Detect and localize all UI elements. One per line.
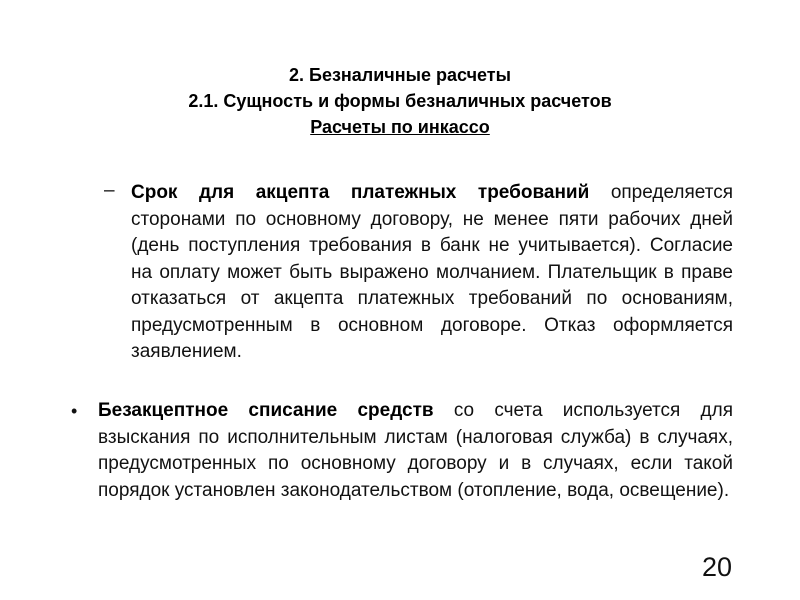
slide-header [0,62,800,140]
paragraph-text: со счета используется для взыскания по исполнительным листам (налоговая служба) в случаях, предусмотренных по основному договору и в случаях, если такой порядок установлен законодательством (отопление, вода, освещение). [98,400,733,501]
bold-term: Безакцептное списание средств [98,400,434,421]
page-number: 20 [701,552,732,582]
paragraph-acceptance-term [131,180,733,366]
paragraph-text: определяется сторонами по основному договору, не менее пяти рабочих дней (день поступления требования в банк не учитывается). Согласие на оплату может быть выражено молчанием. Плательщик в праве отказаться от акцепта платежных требований по основаниям, предусмотренным в основном договоре. Отказ оформляется заявлением. [131,182,733,362]
bold-term: Срок для акцепта платежных требований [131,182,590,203]
bullet-marker-icon: • [71,401,78,421]
section-title: 2. Безналичные расчеты [289,65,511,85]
dash-marker-icon: – [104,180,115,201]
topic-title: Расчеты по инкассо [310,117,490,137]
paragraph-direct-debit [98,398,733,504]
subsection-title: 2.1. Сущность и формы безналичных расчетов [188,91,612,111]
